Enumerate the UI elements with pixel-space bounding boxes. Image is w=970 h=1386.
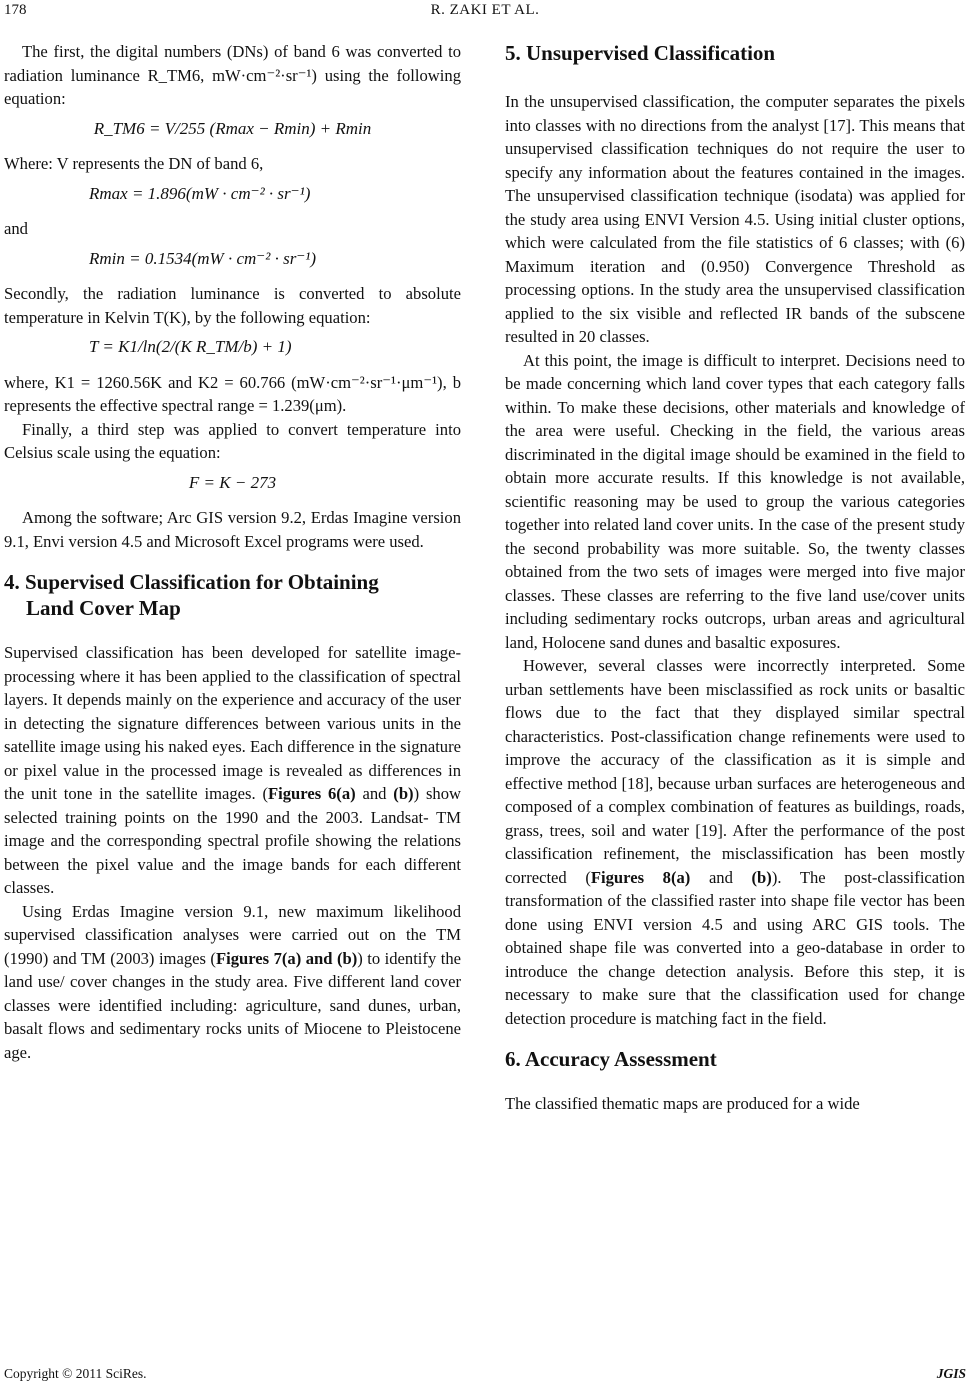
figure-ref[interactable]: (b)	[751, 867, 772, 887]
text: and	[355, 784, 394, 803]
equation: Rmax = 1.896(mW · cm⁻² · sr⁻¹)	[89, 183, 311, 203]
section-heading-line: 4. Supervised Classification for Obtaining	[4, 570, 379, 594]
paragraph: The first, the digital numbers (DNs) of band 6 was converted to radiation luminance R_TM6, mW·cm⁻²·sr⁻¹) using the following equation:	[4, 42, 461, 108]
equation: F = K − 273	[188, 472, 277, 492]
paragraph: Finally, a third step was applied to convert temperature into Celsius scale using the equation:	[4, 419, 461, 462]
text: Using Erdas Imagine version 9.1, new maximum likelihood supervised classification analyses were carried out on the TM (1990) and TM (2003) images (	[4, 901, 461, 968]
text: ) to identify the land use/ cover changes in the study area. Five different land cover classes were identified including: agriculture, sand dunes, urban, basalt flows and sedimentary rocks units of Miocene to Pleistocene age.	[4, 948, 461, 1062]
paragraph: In the unsupervised classification, the computer separates the pixels into classes with no directions from the analyst [17]. This means that unsupervised classification techniques do not require the user to specify any information about the features contained in the images. The unsupervised classification technique (isodata) was applied for the study area using ENVI Version 4.5. Using initial cluster options, which were calculated from the file statistics of 6 classes; with (6) Maximum iteration and (0.950) Convergence Threshold as processing options. In the study area the unsupervised classification applied to the six visible and reflected IR bands of the subscene resulted in 20 classes.	[505, 92, 965, 346]
section-heading-5: 5. Unsupervised Classification	[505, 41, 776, 65]
right-column	[505, 40, 965, 1116]
paragraph	[505, 654, 965, 1030]
paragraph: where, K1 = 1260.56K and K2 = 60.766 (mW·cm⁻²·sr⁻¹·μm⁻¹), b represents the effective spectral range = 1.239(μm).	[4, 372, 461, 415]
paragraph	[4, 641, 461, 900]
paragraph: and	[4, 219, 28, 238]
figure-ref[interactable]: Figures 8(a)	[590, 867, 691, 887]
copyright: Copyright © 2011 SciRes.	[4, 1366, 147, 1381]
paragraph: At this point, the image is difficult to interpret. Decisions need to be made concerning which land cover types that each category falls within. To make these decisions, other materials and knowledge of the area were useful. Checking in the field, the various areas discriminated in the digital image should be examined in the field to obtain more accurate results. If this knowledge is not available, scientific reasoning may be used to group the various categories together into related land cover units. In the case of the present study the second probability was more suitable. So, the twenty classes obtained from the two sets of images were merged into five major classes. These classes are referring to the five land use/cover units including sedimentary rocks outcrops, urban areas and agricultural land, Holocene sand dunes and basaltic exposures.	[505, 350, 965, 652]
section-heading-4	[4, 569, 461, 621]
text: and	[690, 867, 752, 887]
section-heading-6: 6. Accuracy Assessment	[505, 1047, 717, 1071]
paragraph: Where: V represents the DN of band 6,	[4, 154, 264, 173]
paragraph: Among the software; Arc GIS version 9.2, Erdas Imagine version 9.1, Envi version 4.5 and Microsoft Excel programs were used.	[4, 508, 461, 551]
paragraph: The classified thematic maps are produced for a wide	[505, 1094, 860, 1113]
left-column	[4, 40, 461, 1064]
section-heading-line: Land Cover Map	[26, 596, 181, 620]
text: However, several classes were incorrectly interpreted. Some urban settlements have been misclassified as rock units or basaltic flows due to the fact that they displayed similar spectral characteristics. Post-classification change refinements were used to improve the accuracy of the classification as it is simple and effective method [18], because urban surfaces are heterogeneous and composed of a complex combination of features as buildings, roads, grass, trees, soil and water [19]. After the performance of the post classification refinement, the misclassification has been mostly corrected (	[505, 656, 965, 887]
text: ). The post-classification transformation of the classified raster into shape file vector has been done using ENVI version 4.5 and using ARC GIS tools. The obtained shape file was converted into a geo-database in order to introduce the change detection analysis. Before this step, it is necessary to make sure that the classification used for change detection procedure is matching fact in the field.	[505, 867, 965, 1028]
page-number: 178	[4, 2, 27, 18]
equation: R_TM6 = V/255 (Rmax − Rmin) + Rmin	[93, 118, 372, 138]
equation: T = K1/ln(2/(K R_TM/b) + 1)	[89, 337, 292, 356]
page-header	[0, 2, 970, 26]
text: ) show selected training points on the 1990 and the 2003. Landsat- TM image and the corresponding spectral profile showing the relations between the pixel value and the image bands for each different classes.	[4, 784, 461, 897]
figure-ref[interactable]: (b)	[393, 784, 414, 803]
figure-ref[interactable]: Figures 6(a)	[268, 784, 356, 803]
figure-ref[interactable]: Figures 7(a) and (b)	[215, 948, 358, 968]
text: Supervised classification has been developed for satellite image-processing where it has been applied to the classification of spectral layers. It depends mainly on the experience and accuracy of the user in detecting the signature differences between various units in the satellite image using his naked eyes. Each difference in the signature or pixel value in the processed image is revealed as differences in the unit tone in the satellite images. (	[4, 643, 461, 803]
paragraph	[4, 900, 461, 1065]
paragraph: Secondly, the radiation luminance is converted to absolute temperature in Kelvin T(K), by the following equation:	[4, 284, 461, 327]
journal-name: JGIS	[936, 1366, 966, 1381]
equation: Rmin = 0.1534(mW · cm⁻² · sr⁻¹)	[89, 248, 317, 268]
running-title: R. ZAKI ET AL.	[430, 2, 540, 18]
